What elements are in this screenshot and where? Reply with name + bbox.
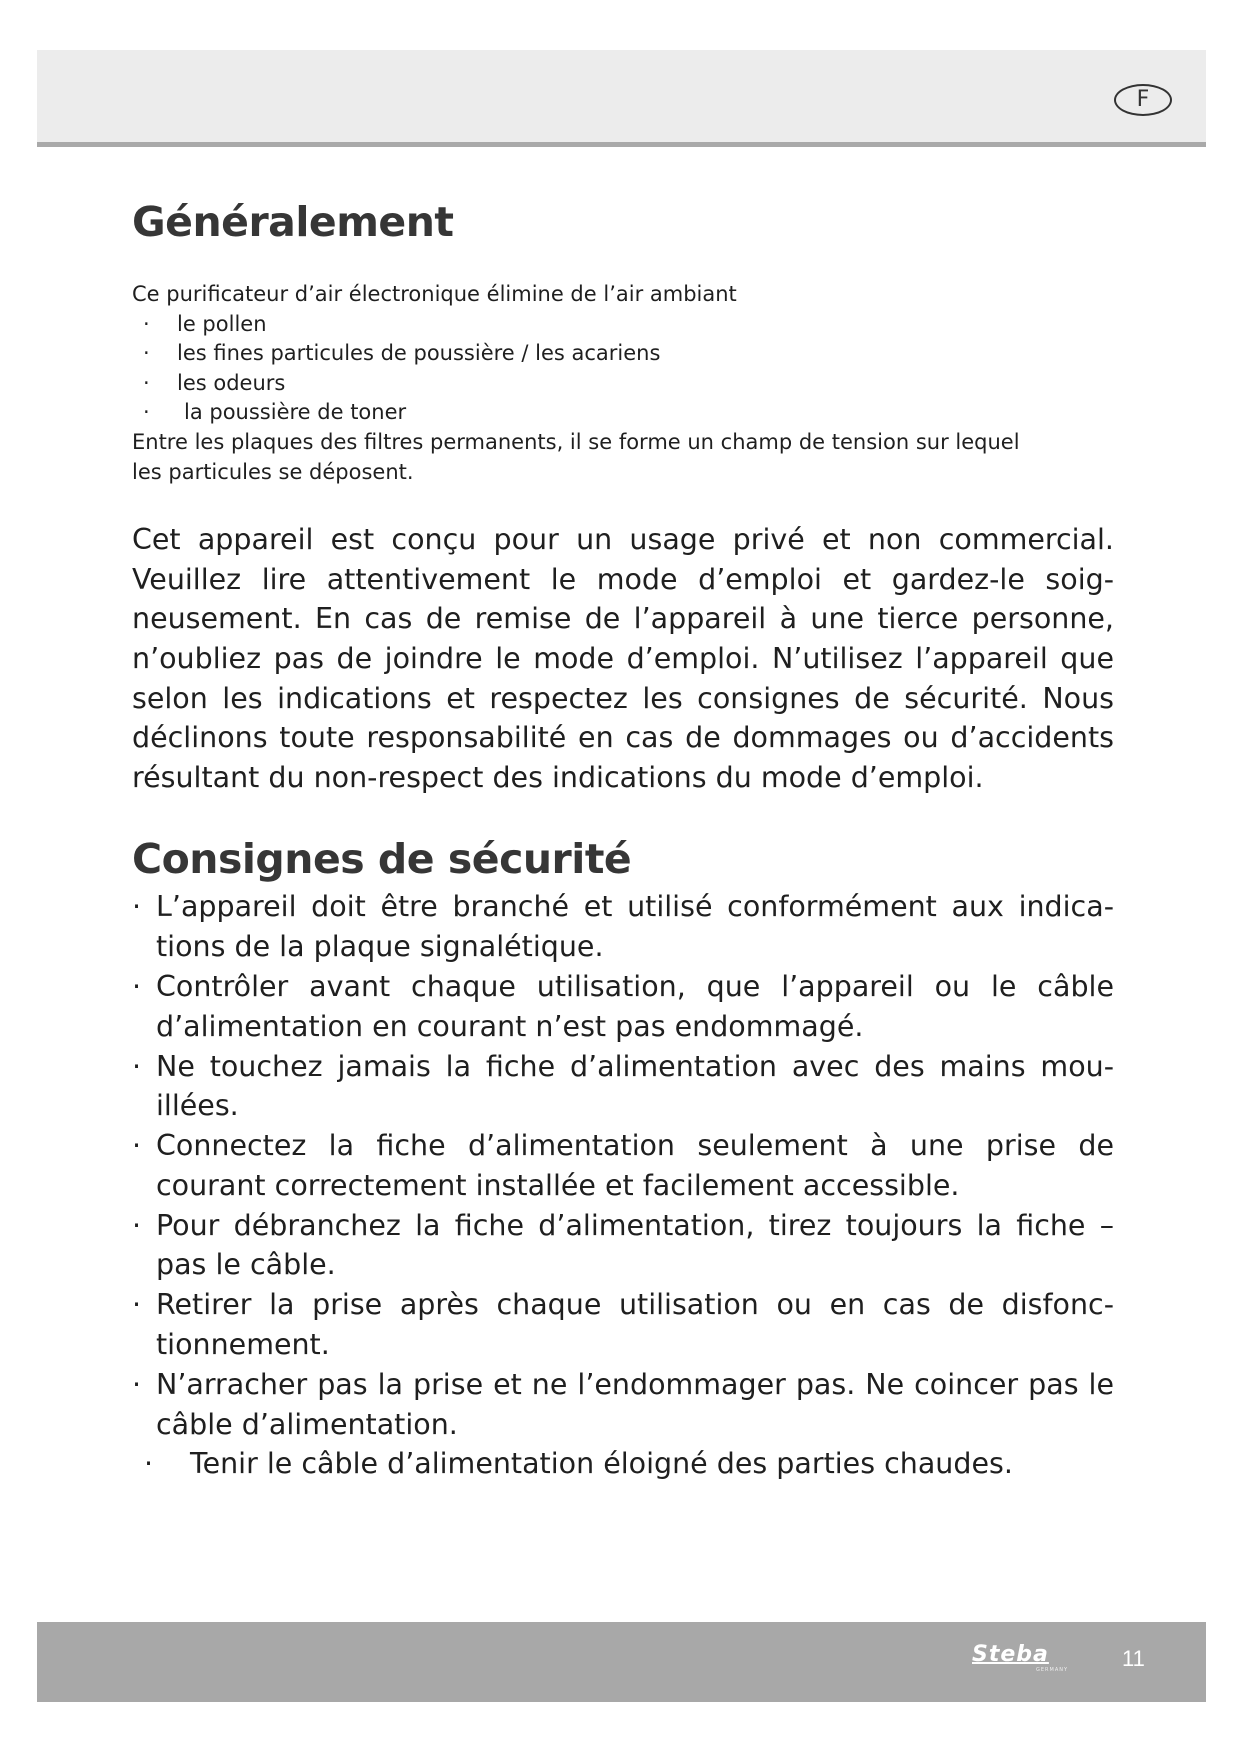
safety-item: · Contrôler avant chaque utilisation, que l’appareil ou le câble d’alimentation en courant n’est pas endommagé. bbox=[132, 967, 1114, 1047]
safety-item: · Ne touchez jamais la fiche d’alimentation avec des mains mouillées. bbox=[132, 1047, 1114, 1127]
safety-item: · N’arracher pas la prise et ne l’endommager pas. Ne coincer pas le câble d’alimentation. bbox=[132, 1365, 1114, 1445]
brand-logo bbox=[972, 1644, 1087, 1672]
section-title-general: Généralement bbox=[132, 198, 454, 246]
list-item: · les fines particules de poussière / les acariens bbox=[132, 339, 1114, 369]
safety-item: · Connectez la fiche d’alimentation seulement à une prise de courant correctement installée et facilement accessible. bbox=[132, 1126, 1114, 1206]
intro-line: Ce purificateur d’air électronique élimine de l’air ambiant bbox=[132, 282, 737, 306]
page-content bbox=[132, 198, 1114, 1484]
brand-subtitle: GERMANY bbox=[1036, 1667, 1069, 1673]
safety-item: · L’appareil doit être branché et utilisé conformément aux indications de la plaque signalétique. bbox=[132, 887, 1114, 967]
safety-item: · Tenir le câble d’alimentation éloigné des parties chaudes. bbox=[132, 1444, 1114, 1484]
footer-band bbox=[37, 1622, 1206, 1702]
list-item: · la poussière de toner bbox=[132, 398, 1114, 428]
safety-item: · Retirer la prise après chaque utilisation ou en cas de disfonctionnement. bbox=[132, 1285, 1114, 1365]
explanation-line: les particules se déposent. bbox=[132, 459, 414, 484]
usage-paragraph: Cet appareil est conçu pour un usage privé et non commercial. Veuillez lire attentivement le mode d’emploi et gardez-le soigneusement. En cas de remise de l’appareil à une tierce personne, n’oubliez pas de joindre le mode d’emploi. N’utilisez l’appareil que selon les indications et respectez les consignes de sécurité. Nous déclinons toute responsabilité en cas de dommages ou d’accidents résultant du non-respect des indications du mode d’emploi. bbox=[132, 523, 1114, 794]
list-item: · les odeurs bbox=[132, 369, 1114, 399]
explanation-line: Entre les plaques des filtres permanents, il se forme un champ de tension sur lequel bbox=[132, 429, 1020, 454]
intro-block bbox=[132, 280, 1114, 487]
brand-wordmark: Steba bbox=[972, 1642, 1049, 1667]
list-item: · le pollen bbox=[132, 310, 1114, 340]
section-title-safety: Consignes de sécurité bbox=[132, 835, 632, 884]
safety-item: · Pour débranchez la fiche d’alimentation, tirez toujours la fiche – pas le câble. bbox=[132, 1206, 1114, 1286]
page-number: 11 bbox=[1122, 1646, 1145, 1671]
removes-list bbox=[132, 310, 1114, 428]
safety-list bbox=[132, 887, 1114, 1484]
language-badge-label: F bbox=[1136, 87, 1150, 112]
language-badge bbox=[1114, 84, 1172, 116]
header-band bbox=[37, 50, 1206, 147]
